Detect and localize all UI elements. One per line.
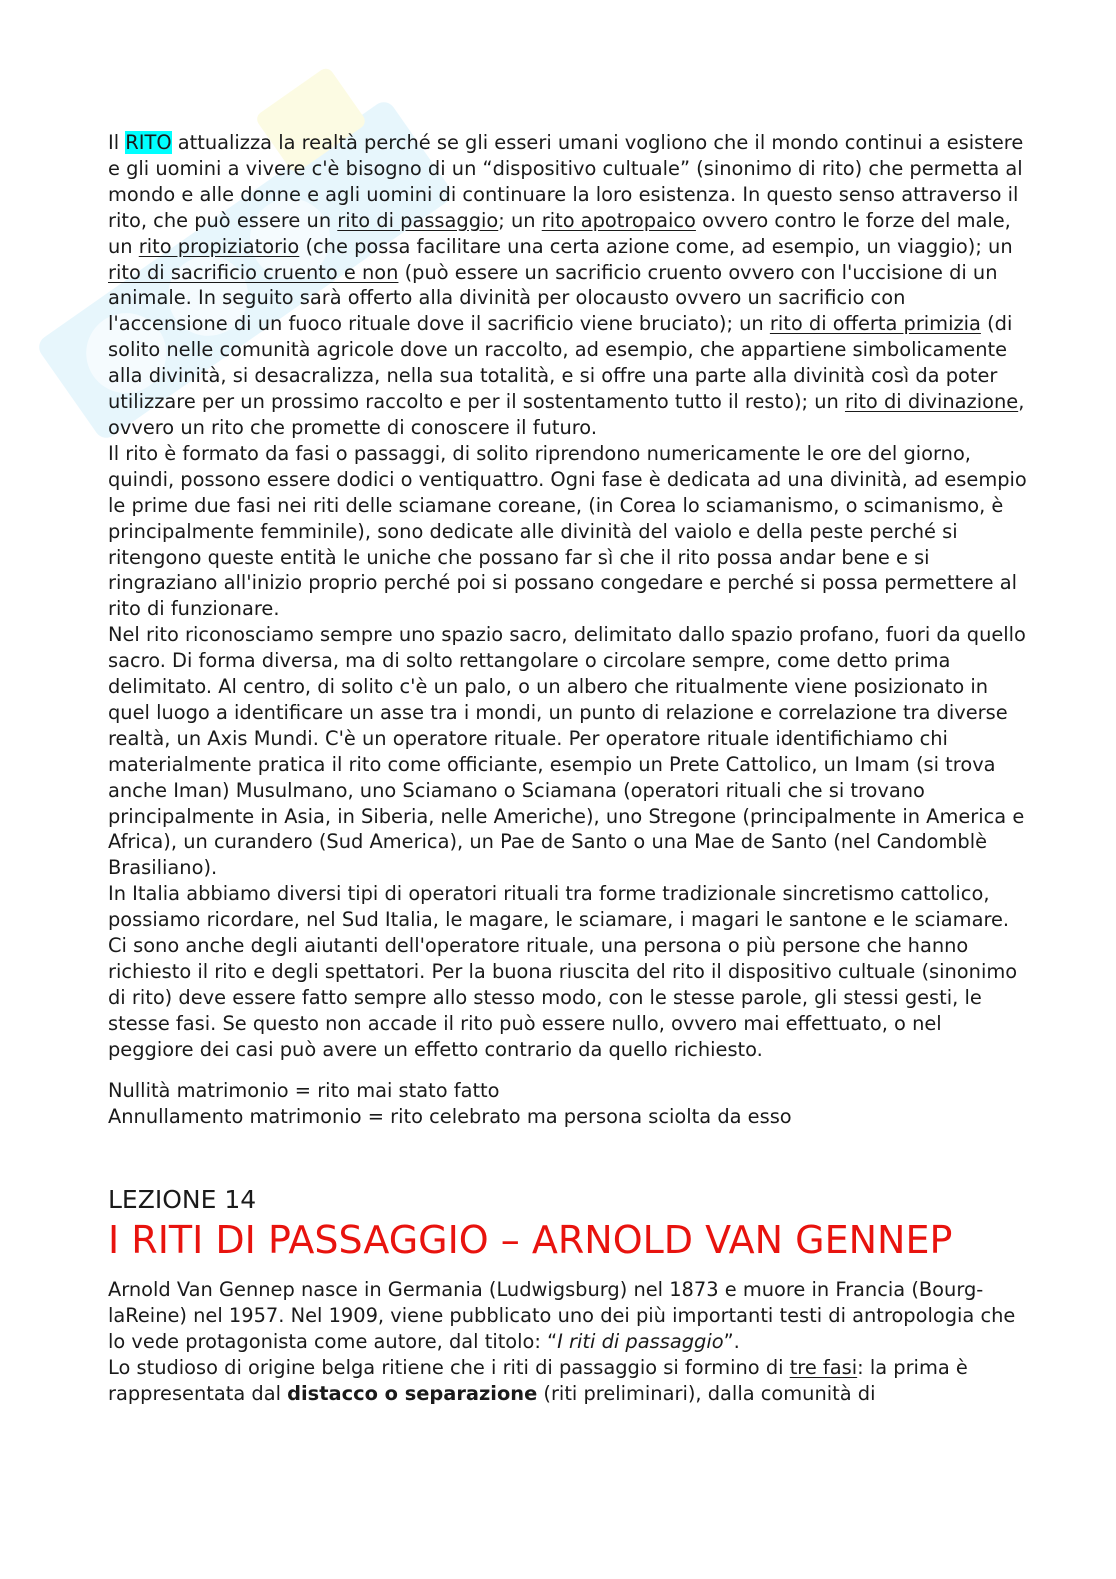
- underlined-rito-apotropaico: rito apotropaico: [541, 208, 696, 232]
- underlined-tre-fasi: tre fasi: [789, 1356, 858, 1380]
- text-run: Lo studioso di origine belga ritiene che i riti di passaggio si formino di: [108, 1356, 790, 1380]
- text-run: Il: [108, 131, 126, 154]
- underlined-rito-propiziatorio: rito propiziatorio: [138, 234, 300, 258]
- lesson-label: LEZIONE 14: [108, 1185, 257, 1215]
- text-run: attualizza la realtà perché se gli esseri umani vogliono che il mondo continui a esistere e gli uomini a vivere c'è bisogno di un “dispositivo cultuale” (sinonimo di rito) che permetta al mondo e alle donne e agli uomini di continuare la loro esistenza. In questo senso attraverso il rito, che può essere un: [108, 131, 1024, 232]
- underlined-rito-offerta: rito di offerta primizia: [769, 312, 981, 336]
- text-run: ; un: [498, 208, 542, 232]
- paragraph-tre-fasi: [108, 1355, 1028, 1407]
- book-title: I riti di passaggio: [557, 1330, 724, 1354]
- underlined-rito-passaggio: rito di passaggio: [337, 208, 499, 232]
- bold-distacco: distacco o separazione: [287, 1382, 538, 1406]
- text-run: (che possa facilitare una certa azione come, ad esempio, un viaggio); un: [299, 234, 1013, 258]
- paragraph-fasi: Il rito è formato da fasi o passaggi, di solito riprendono numericamente le ore del giorno, quindi, possono essere dodici o ventiquattro. Ogni fase è dedicata ad una divinità, ad esempio le prime due fasi nei riti delle sciamane coreane, (in Corea lo sciamanismo, o scimanismo, è principalmente femminile), sono dedicate alle divinità del vaiolo e della peste perché si ritengono queste entità le uniche che possano far sì che il rito possa andar bene e si ringraziano all'inizio proprio perché poi si possano congedare e perché si possa permettere al rito di funzionare.: [108, 441, 1027, 621]
- text-run: ovvero contro le forze del male, un: [108, 208, 1011, 258]
- paragraph-rito-intro: [108, 130, 1028, 441]
- text-run: (di solito nelle comunità agricole dove un raccolto, ad esempio, che appartiene simbolicamente alla divinità, si desacralizza, nella sua totalità, e si offre una parte alla divinità così da poter utilizzare per un prossimo raccolto e per il sostentamento tutto il resto); un: [108, 312, 1013, 414]
- text-run: ”.: [723, 1330, 740, 1354]
- note-annullamento: Annullamento matrimonio = rito celebrato ma persona sciolta da esso: [108, 1104, 792, 1128]
- highlighted-rito: RITO: [125, 131, 172, 154]
- paragraph-spazio-sacro: Nel rito riconosciamo sempre uno spazio sacro, delimitato dallo spazio profano, fuori da quello sacro. Di forma diversa, ma di solto rettangolare o circolare sempre, come detto prima delimitato. Al centro, di solito c'è un palo, o un albero che ritualmente viene posizionato in quel luogo a identificare un asse tra i mondi, un punto di relazione e correlazione tra diverse realtà, un Axis Mundi. C'è un operatore rituale. Per operatore rituale identifichiamo chi materialmente pratica il rito come officiante, esempio un Prete Cattolico, un Imam (si trova anche Iman) Musulmano, uno Sciamano o Sciamana (operatori rituali che si trovano principalmente in Asia, in Siberia, nelle Americhe), uno Stregone (principalmente in America e Africa), un curandero (Sud America), un Pae de Santo o una Mae de Santo (nel Candomblè Brasiliano).: [108, 623, 1026, 880]
- lesson-title: I RITI DI PASSAGGIO – ARNOLD VAN GENNEP: [108, 1218, 953, 1263]
- spacer: [108, 1129, 1028, 1185]
- text-run: (riti preliminari), dalla comunità di: [537, 1382, 876, 1406]
- spacer: [108, 1063, 1028, 1078]
- underlined-rito-sacrificio: rito di sacrificio cruento e non: [108, 260, 399, 284]
- paragraph-van-gennep-bio: [108, 1277, 1028, 1355]
- underlined-rito-divinazione: rito di divinazione: [844, 390, 1019, 414]
- paragraph-operatori-italia: In Italia abbiamo diversi tipi di operatori rituali tra forme tradizionale sincretismo cattolico, possiamo ricordare, nel Sud Italia, le magare, le sciamare, i magari le santone e le sciamare. Ci sono anche degli aiutanti dell'operatore rituale, una persona o più persone che hanno richiesto il rito e degli spettatori. Per la buona riuscita del rito il dispositivo cultuale (sinonimo di rito) deve essere fatto sempre allo stesso modo, con le stesse parole, gli stessi gesti, le stesse fasi. Se questo non accade il rito può essere nullo, ovvero mai effettuato, o nel peggiore dei casi può avere un effetto contrario da quello richiesto.: [108, 882, 1018, 1061]
- text-run: Arnold Van Gennep nasce in Germania (Ludwigsburg) nel 1873 e muore in Francia (Bourg-laReine) nel 1957. Nel 1909, viene pubblicato uno dei più importanti testi di antropologia che lo vede protagonista come autore, dal titolo: “: [108, 1278, 1016, 1354]
- text-run: (può essere un sacrificio cruento ovvero con l'uccisione di un animale. In seguito sarà offerto alla divinità per olocausto ovvero un sacrificio con l'accensione di un fuoco rituale dove il sacrificio viene bruciato); un: [108, 260, 998, 336]
- document-body: [108, 130, 1028, 1407]
- note-nullita: Nullità matrimonio = rito mai stato fatto: [108, 1078, 500, 1102]
- text-run: : la prima è rappresentata dal: [108, 1356, 968, 1406]
- text-run: , ovvero un rito che promette di conoscere il futuro.: [108, 390, 1025, 439]
